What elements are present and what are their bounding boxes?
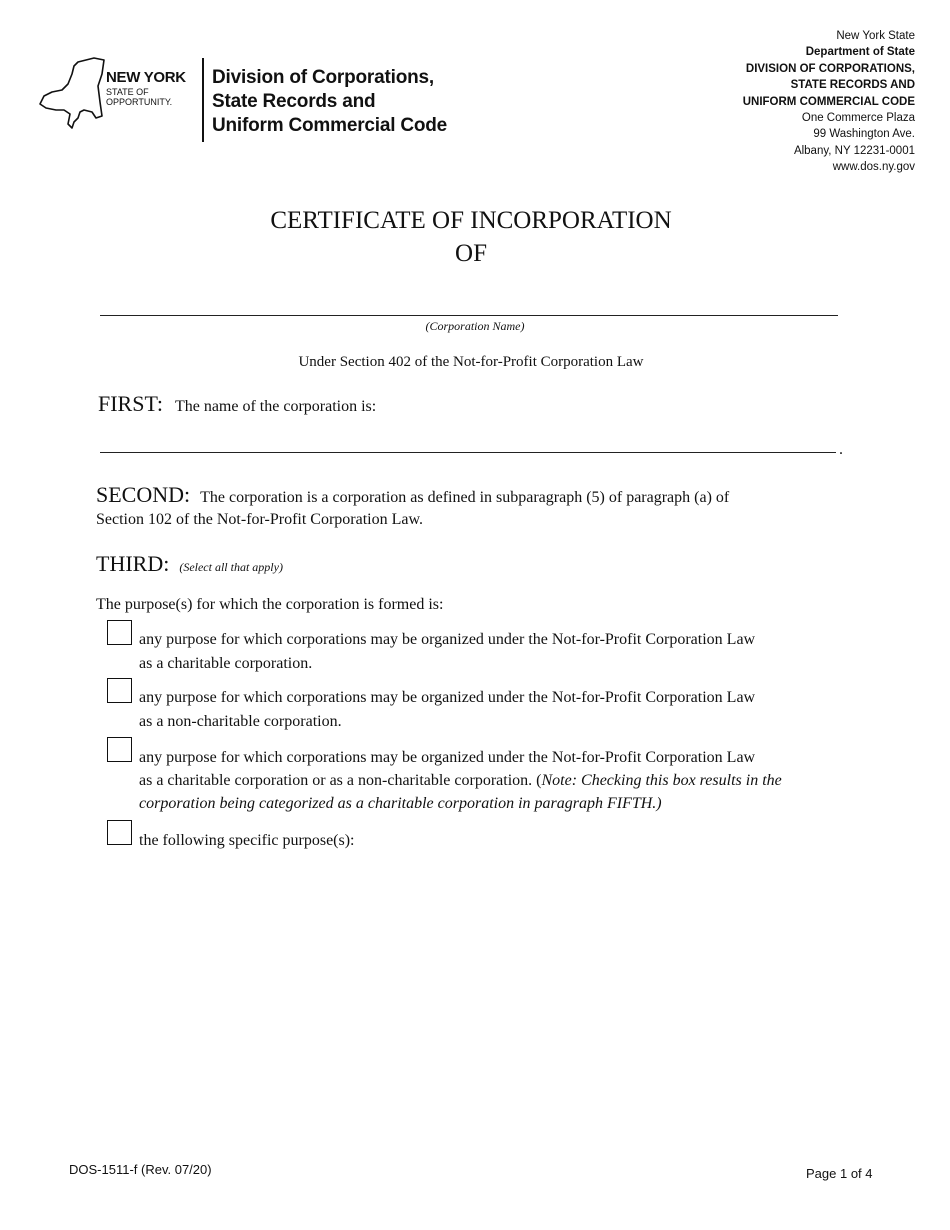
option-specific-purpose: the following specific purpose(s):	[139, 832, 355, 849]
option-charitable-line1: any purpose for which corporations may be organized under the Not-for-Profit Corporation Law	[139, 631, 756, 648]
dept-line: STATE RECORDS AND	[790, 79, 915, 92]
second-text-line2: Section 102 of the Not-for-Profit Corporation Law.	[96, 511, 424, 528]
corporation-name-input-line[interactable]	[100, 452, 836, 453]
option-charitable-line2: as a charitable corporation.	[139, 655, 313, 672]
dept-line: 99 Washington Ave.	[813, 128, 915, 141]
dept-line: New York State	[836, 30, 915, 42]
dept-line: DIVISION OF CORPORATIONS,	[745, 62, 915, 75]
new-york-logo	[38, 52, 198, 132]
charitable-or-non-charitable-checkbox[interactable]	[107, 737, 132, 762]
third-intro: The purpose(s) for which the corporation is formed is:	[96, 596, 444, 613]
dept-line: Albany, NY 12231-0001	[793, 144, 915, 157]
option-both-line2-text: as a charitable corporation or as a non-charitable corporation. (	[139, 772, 542, 789]
division-title	[212, 66, 447, 138]
logo-opportunity-text: OPPORTUNITY.	[106, 97, 173, 107]
specific-purpose-checkbox[interactable]	[107, 820, 132, 845]
dept-line: Department of State	[805, 46, 915, 59]
charitable-checkbox[interactable]	[107, 620, 132, 645]
dept-line: UNIFORM COMMERCIAL CODE	[742, 95, 915, 108]
option-both-note-start: Note: Checking this box results in the	[541, 772, 782, 789]
option-non-charitable-line2: as a non-charitable corporation.	[139, 713, 342, 730]
division-title-line: State Records and	[212, 91, 376, 112]
page-number: Page 1 of 4	[806, 1166, 873, 1181]
non-charitable-checkbox[interactable]	[107, 678, 132, 703]
first-paragraph	[98, 391, 376, 418]
document-title-of: OF	[455, 240, 487, 267]
law-reference: Under Section 402 of the Not-for-Profit Corporation Law	[298, 354, 644, 370]
logo-divider	[202, 58, 204, 142]
document-title: CERTIFICATE OF INCORPORATION	[270, 207, 672, 234]
form-id: DOS-1511-f (Rev. 07/20)	[69, 1162, 212, 1177]
third-instruction: (Select all that apply)	[179, 560, 283, 574]
logo-new-york-text: NEW YORK	[106, 69, 186, 86]
second-label: SECOND:	[96, 482, 191, 507]
option-both-line1: any purpose for which corporations may be organized under the Not-for-Profit Corporation Law	[139, 749, 756, 766]
second-paragraph	[96, 482, 896, 509]
first-period: .	[839, 441, 843, 458]
first-label: FIRST:	[98, 391, 163, 416]
dept-line: One Commerce Plaza	[801, 112, 915, 125]
option-both-note-end: corporation being categorized as a charitable corporation in paragraph FIFTH.)	[139, 795, 662, 812]
dept-website: www.dos.ny.gov	[832, 161, 915, 174]
third-label: THIRD:	[96, 551, 170, 576]
corporation-name-field[interactable]	[100, 315, 838, 316]
option-non-charitable-line1: any purpose for which corporations may be organized under the Not-for-Profit Corporation Law	[139, 689, 756, 706]
third-heading	[96, 551, 283, 577]
division-title-line: Uniform Commercial Code	[212, 115, 448, 136]
first-text: The name of the corporation is:	[174, 398, 377, 415]
department-address-block	[743, 28, 915, 176]
option-both-line2	[139, 769, 782, 792]
division-title-line: Division of Corporations,	[212, 67, 434, 88]
corporation-name-caption: (Corporation Name)	[425, 319, 525, 333]
second-text-line1: The corporation is a corporation as defined in subparagraph (5) of paragraph (a) of	[200, 489, 730, 506]
logo-state-of-text: STATE OF	[106, 87, 149, 97]
new-york-state-map-icon	[38, 52, 108, 132]
